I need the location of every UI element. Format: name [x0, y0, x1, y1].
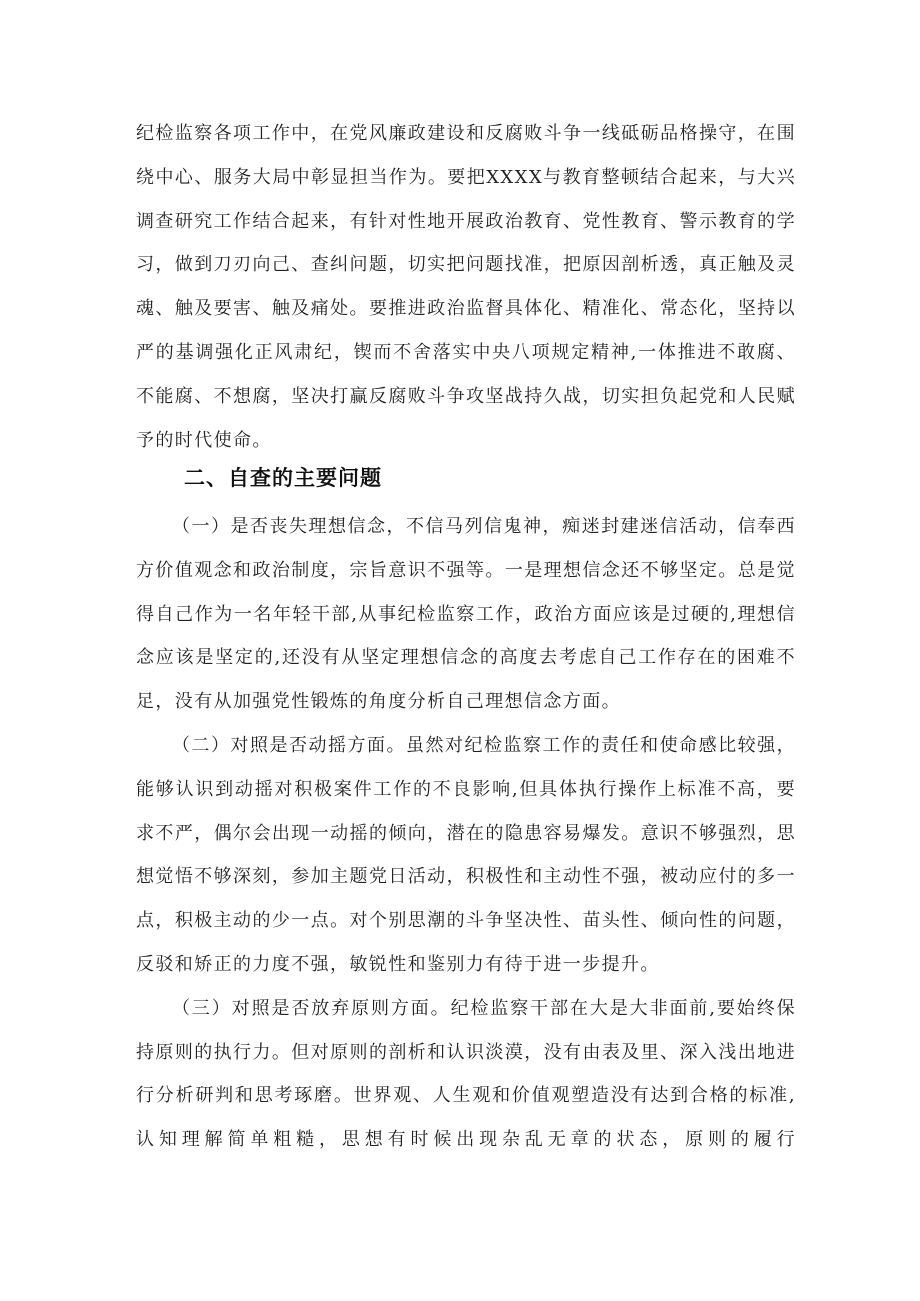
section-heading: 二、自查的主要问题 — [184, 466, 382, 490]
paragraph-three: （三）对照是否放弃原则方面。纪检监察干部在大是大非面前,要始终保持原则的执行力。但对原则的剖析和认识淡漠，没有由表及里、深入浅出地进行分析研判和思考琢磨。世界观、人生观和价值观塑造没有达到合格的标准,认知理解简单粗糙，思想有时候出现杂乱无章的状态，原则的履行 — [136, 997, 796, 1151]
section-body — [136, 505, 796, 1162]
intro-block — [136, 112, 796, 462]
paragraph-two: （二）对照是否动摇方面。虽然对纪检监察工作的责任和使命感比较强，能够认识到动摇对积极案件工作的不良影响,但具体执行操作上标准不高，要求不严，偶尔会出现一动摇的倾向，潜在的隐患容易爆发。意识不够强烈，思想觉悟不够深刻，参加主题党日活动，积极性和主动性不强，被动应付的多一点，积极主动的少一点。对个别思潮的斗争坚决性、苗头性、倾向性的问题，反驳和矫正的力度不强，敏锐性和鉴别力有待于进一步提升。 — [136, 734, 796, 975]
intro-paragraph: 纪检监察各项工作中，在党风廉政建设和反腐败斗争一线砥砺品格操守，在围绕中心、服务大局中彰显担当作为。要把XXXX与教育整顿结合起来，与大兴调查研究工作结合起来，有针对性地开展政治教育、党性教育、警示教育的学习，做到刀刃向己、查纠问题，切实把问题找准，把原因剖析透，真正触及灵魂、触及要害、触及痛处。要推进政治监督具体化、精准化、常态化，坚持以严的基调强化正风肃纪，锲而不舍落实中央八项规定精神,一体推进不敢腐、不能腐、不想腐，坚决打赢反腐败斗争攻坚战持久战，切实担负起党和人民赋予的时代使命。 — [136, 123, 796, 451]
paragraph-one: （一）是否丧失理想信念，不信马列信鬼神，痴迷封建迷信活动，信奉西方价值观念和政治制度，宗旨意识不强等。一是理想信念还不够坚定。总是觉得自己作为一名年轻干部,从事纪检监察工作，政治方面应该是过硬的,理想信念应该是坚定的,还没有从坚定理想信念的高度去考虑自己工作存在的困难不足，没有从加强党性锻炼的角度分析自己理想信念方面。 — [136, 516, 796, 713]
